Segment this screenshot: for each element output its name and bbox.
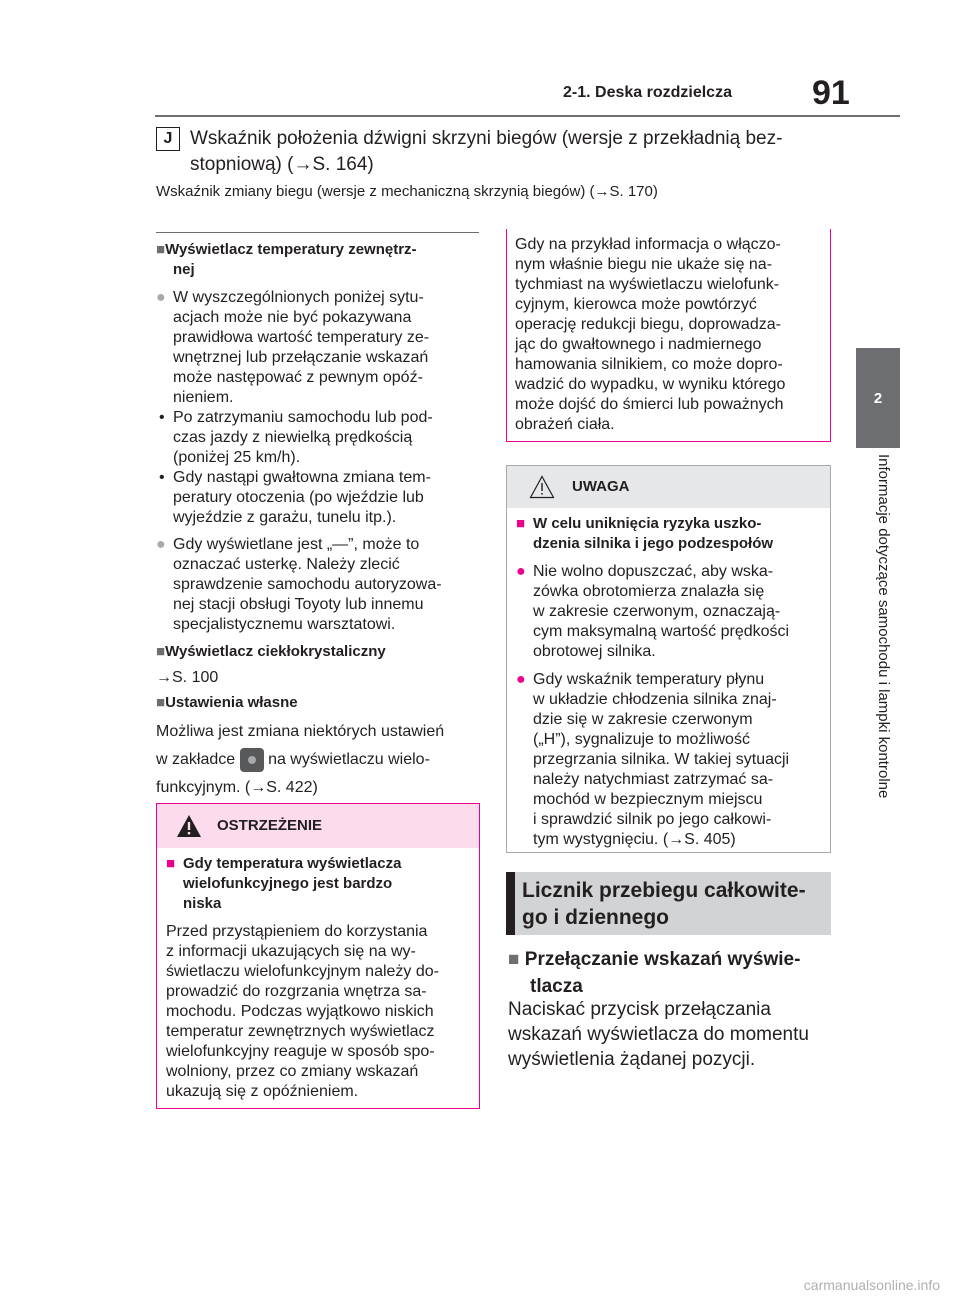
text-line: dzenia silnika i jego podzespołów bbox=[533, 535, 774, 552]
text-line: Możliwa jest zmiana niektórych ustawień bbox=[156, 723, 445, 740]
text-line: mochód w bezpiecznym miejscu bbox=[533, 791, 763, 808]
notice-box bbox=[506, 465, 831, 853]
heading-text: Wyświetlacz ciekłokrystaliczny bbox=[165, 643, 386, 660]
text-line: temperatur zewnętrznych wyświetlacz bbox=[166, 1023, 435, 1040]
text-line: (poniżej 25 km/h). bbox=[173, 449, 301, 466]
dot-bullet-icon: • bbox=[159, 409, 165, 426]
text-line: („H”), sygnalizuje to możliwość bbox=[533, 731, 750, 748]
notice-header bbox=[507, 466, 830, 508]
text-line: należy natychmiast zatrzymać sa- bbox=[533, 771, 774, 788]
heading-text: tlacza bbox=[530, 976, 583, 997]
text-line: mochodu. Podczas wyjątkowo niskich bbox=[166, 1003, 434, 1020]
text-line: funkcyjnym. (→S. 422) bbox=[156, 779, 318, 796]
temp-heading bbox=[156, 240, 486, 280]
lcd-heading bbox=[156, 642, 486, 662]
settings-heading bbox=[156, 693, 486, 713]
warning-text bbox=[157, 914, 479, 1102]
text-line: Licznik przebiegu całkowite- bbox=[522, 879, 806, 902]
text-fragment: na wyświetlaczu wielo- bbox=[268, 751, 430, 768]
text-line: i sprawdzić silnik po jego całkowi- bbox=[533, 811, 772, 828]
warning-heading bbox=[157, 848, 479, 914]
text-line: acjach może nie być pokazywana bbox=[173, 309, 412, 326]
warning-title: OSTRZEŻENIE bbox=[217, 817, 323, 834]
text-line: przegrzania silnika. W takiej sytuacji bbox=[533, 751, 790, 768]
text-line: Gdy wyświetlane jest „—”, może to bbox=[173, 536, 420, 553]
warning-header bbox=[157, 804, 479, 848]
text-line: Gdy na przykład informacja o włączo- bbox=[515, 236, 781, 253]
header-divider bbox=[155, 115, 900, 117]
text-line: wielofunkcyjnego jest bardzo bbox=[183, 875, 393, 892]
text-line: tychmiast na wyświetlaczu wielofunk- bbox=[515, 276, 780, 293]
text-line: Przed przystąpieniem do korzystania bbox=[166, 923, 428, 940]
circle-bullet-icon: ● bbox=[156, 536, 166, 553]
text-line: prawidłowa wartość temperatury ze- bbox=[173, 329, 430, 346]
dot-bullet-icon: • bbox=[159, 469, 165, 486]
warning-continued-text bbox=[507, 229, 830, 435]
text-line: W celu uniknięcia ryzyka uszko- bbox=[533, 515, 762, 532]
text-line: tym wystygnięciu. (→S. 405) bbox=[533, 831, 736, 848]
watermark: carmanualsonline.info bbox=[803, 1277, 940, 1293]
text-fragment: w zakładce bbox=[156, 751, 236, 768]
text-line: zówka obrotomierza znalazła się bbox=[533, 583, 765, 600]
text-line: Gdy temperatura wyświetlacza bbox=[183, 855, 402, 872]
switch-text bbox=[508, 997, 848, 1072]
circle-bullet-icon: ● bbox=[516, 563, 526, 580]
text-line: wnętrznej lub przełączanie wskazań bbox=[173, 349, 429, 366]
temp-paragraph-1 bbox=[156, 288, 486, 528]
notice-item-1 bbox=[507, 554, 830, 662]
text-line: wadzić do wypadku, w wyniku którego bbox=[515, 376, 786, 393]
text-line: W wyszczególnionych poniżej sytu- bbox=[173, 289, 424, 306]
notice-title: UWAGA bbox=[572, 478, 630, 495]
chapter-number: 2 bbox=[873, 389, 883, 407]
square-bullet-icon: ■ bbox=[156, 241, 166, 258]
text-line: oznaczać usterkę. Należy zlecić bbox=[173, 556, 400, 573]
intro-text bbox=[190, 126, 830, 178]
text-line: ukazują się z opóźnieniem. bbox=[166, 1083, 359, 1100]
heading-text: nej bbox=[173, 261, 195, 278]
section-heading bbox=[522, 877, 827, 931]
gear-icon bbox=[240, 748, 264, 772]
text-line: cyjnym, kierowca może powtórzyć bbox=[515, 296, 757, 313]
intro-note: Wskaźnik zmiany biegu (wersje z mechaniczną skrzynią biegów) (→S. 170) bbox=[156, 183, 658, 200]
heading-text: Ustawienia własne bbox=[165, 694, 298, 711]
text-line: operację redukcji biegu, doprowadza- bbox=[515, 316, 781, 333]
caution-triangle-icon bbox=[529, 475, 555, 499]
text-line: Po zatrzymaniu samochodu lub pod- bbox=[173, 409, 433, 426]
temp-paragraph-2 bbox=[156, 535, 486, 635]
text-line: peratury otoczenia (po wjeździe lub bbox=[173, 489, 424, 506]
text-line: z informacji ukazujących się na wy- bbox=[166, 943, 416, 960]
text-line: Gdy nastąpi gwałtowna zmiana tem- bbox=[173, 469, 431, 486]
text-line: czas jazdy z niewielką prędkością bbox=[173, 429, 413, 446]
circle-bullet-icon: ● bbox=[516, 671, 526, 688]
section-title: 2-1. Deska rozdzielcza bbox=[563, 84, 732, 101]
text-line: obrażeń ciała. bbox=[515, 416, 615, 433]
square-bullet-icon: ■ bbox=[156, 643, 166, 660]
chapter-tab bbox=[856, 348, 900, 448]
text-line: go i dziennego bbox=[522, 906, 669, 929]
circle-bullet-icon: ● bbox=[156, 289, 166, 306]
square-bullet-icon: ■ bbox=[156, 694, 166, 711]
square-bullet-icon: ■ bbox=[516, 515, 526, 532]
square-bullet-icon: ■ bbox=[166, 855, 176, 872]
warning-box bbox=[156, 803, 480, 1109]
text-line: niska bbox=[183, 895, 222, 912]
notice-heading bbox=[507, 508, 830, 554]
text-line: dzie się w zakresie czerwonym bbox=[533, 711, 753, 728]
text-line: specjalistycznemu warsztatowi. bbox=[173, 616, 396, 633]
text-line: cym maksymalną wartość prędkości bbox=[533, 623, 790, 640]
indicator-badge: J bbox=[156, 127, 180, 151]
text-line: nej stacji obsługi Toyoty lub innemu bbox=[173, 596, 424, 613]
lcd-reference: →S. 100 bbox=[156, 669, 219, 686]
chapter-title: Informacje dotyczące samochodu i lampki kontrolne bbox=[875, 454, 892, 799]
text-line: w zakresie czerwonym, oznaczają- bbox=[533, 603, 781, 620]
text-line: nieniem. bbox=[173, 389, 234, 406]
text-line: wskazań wyświetlacza do momentu bbox=[508, 1024, 809, 1045]
intro-line: Wskaźnik położenia dźwigni skrzyni biegów (wersje z przekładnią bez- bbox=[190, 128, 783, 149]
section-heading-bar bbox=[506, 872, 515, 935]
text-line: wolniony, przez co zmiany wskazań bbox=[166, 1063, 419, 1080]
notice-item-2 bbox=[507, 662, 830, 850]
text-line: nym właśnie biegu nie ukaże się na- bbox=[515, 256, 773, 273]
page-number: 91 bbox=[812, 74, 850, 112]
text-line: Gdy wskaźnik temperatury płynu bbox=[533, 671, 765, 688]
text-line: obrotowej silnika. bbox=[533, 643, 656, 660]
text-line: w układzie chłodzenia silnika znaj- bbox=[533, 691, 777, 708]
intro-line: stopniową) (→S. 164) bbox=[190, 154, 374, 175]
text-line: wyświetlenia żądanej pozycji. bbox=[508, 1049, 756, 1070]
switch-heading bbox=[508, 946, 838, 1000]
square-bullet-icon: ■ bbox=[508, 949, 520, 970]
text-line: jąc do gwałtownego i nadmiernego bbox=[515, 336, 762, 353]
heading-text: Wyświetlacz temperatury zewnętrz- bbox=[165, 241, 417, 258]
heading-text: Przełączanie wskazań wyświe- bbox=[524, 949, 801, 970]
text-line: hamowania silnikiem, co może dopro- bbox=[515, 356, 783, 373]
text-line: wielofunkcyjny reaguje w sposób spo- bbox=[166, 1043, 435, 1060]
text-line: sprawdzenie samochodu autoryzowa- bbox=[173, 576, 442, 593]
settings-text bbox=[156, 718, 486, 802]
text-line: Naciskać przycisk przełączania bbox=[508, 999, 771, 1020]
text-line: może dojść do śmierci lub poważnych bbox=[515, 396, 784, 413]
column-divider bbox=[156, 232, 479, 233]
warning-continued-box bbox=[506, 229, 831, 442]
warning-triangle-icon bbox=[176, 814, 202, 838]
text-line: wyjeździe z garażu, tunelu itp.). bbox=[173, 509, 397, 526]
text-line: świetlaczu wielofunkcyjnym należy do- bbox=[166, 963, 439, 980]
text-line: może następować z pewnym opóź- bbox=[173, 369, 423, 386]
text-line: Nie wolno dopuszczać, aby wska- bbox=[533, 563, 774, 580]
text-line: prowadzić do rozgrzania wnętrza sa- bbox=[166, 983, 427, 1000]
